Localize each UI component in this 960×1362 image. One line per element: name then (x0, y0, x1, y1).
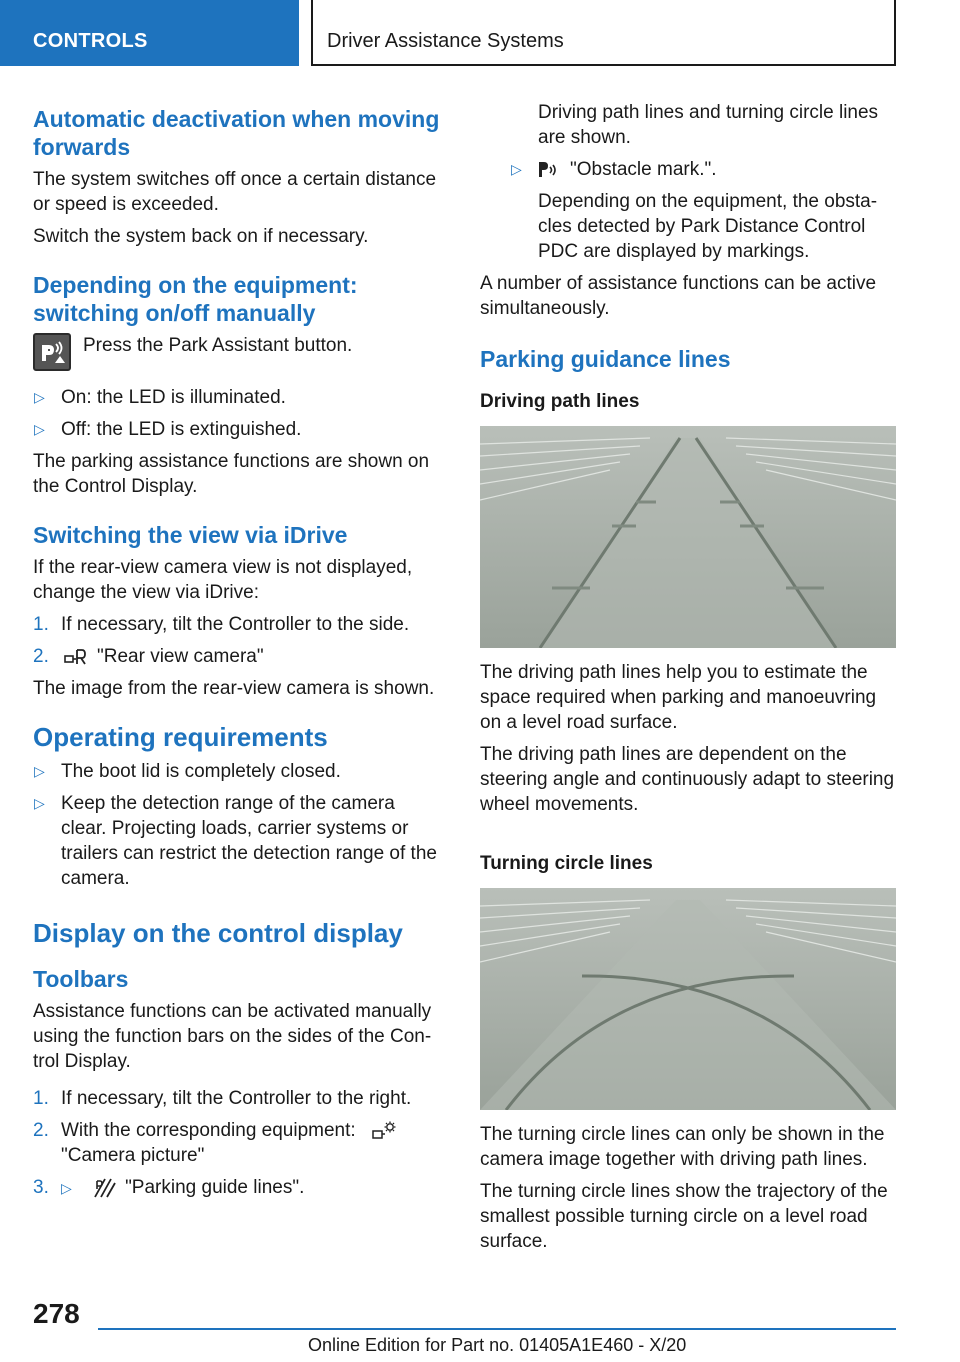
paragraph: Depending on the equipment, the obstacles detected by Park Distance Control PDC are displayed by markings. (538, 191, 878, 262)
page-header (0, 0, 960, 66)
list-item: 2. With the corresponding equipment: "Camera picture" (33, 1118, 445, 1168)
list-item: 1. If necessary, tilt the Controller to the right. (33, 1088, 412, 1109)
triangle-bullet-icon: ▷ (34, 421, 45, 437)
list-item: 2. "Rear view camera" (33, 646, 264, 667)
heading-toolbars: Toolbars (33, 966, 129, 992)
paragraph: The driving path lines help you to estimate the space required when parking and manoeuvring on a level road surface. (480, 662, 877, 733)
section-title: CONTROLS (33, 30, 148, 52)
paragraph: If the rear-view camera view is not displayed, change the view via iDrive: (33, 557, 413, 603)
chapter-tab (311, 0, 896, 66)
heading-manual-switch: Depending on the equipment: switching on/off manually (33, 272, 358, 326)
heading-turning-circle: Turning circle lines (480, 853, 653, 874)
paragraph: A number of assistance functions can be active simultaneously. (480, 273, 877, 319)
footer-divider (98, 1328, 896, 1330)
right-column (480, 100, 896, 1261)
list-item: ▷ On: the LED is illuminated. (34, 387, 286, 408)
paragraph: The turning circle lines can only be shown in the camera image together with driving path lines. (480, 1124, 885, 1170)
heading-switch-view: Switching the view via iDrive (33, 522, 348, 548)
press-button-line (33, 333, 445, 371)
list-item: ▷ "Obstacle mark.". (511, 159, 717, 180)
paragraph: The system switches off once a certain distance or speed is exceeded. (33, 169, 437, 215)
obstacle-mark-icon (536, 159, 562, 181)
paragraph: The parking assistance functions are shown on the Control Display. (33, 451, 430, 497)
triangle-bullet-icon: ▷ (511, 161, 522, 177)
rear-camera-icon (63, 646, 89, 668)
list-item: ▷ Keep the detection range of the camera clear. Projecting loads, carrier systems or trailers can restrict the detection range of the camera. (34, 793, 437, 889)
chapter-title: Driver Assistance Systems (327, 30, 564, 52)
driving-path-lines-image (480, 426, 896, 648)
left-column (33, 100, 445, 1208)
footer-edition: Online Edition for Part no. 01405A1E460 - X/20 (308, 1335, 687, 1355)
list-item: 1. If necessary, tilt the Controller to the side. (33, 614, 410, 635)
list-item: 3. ▷ "Parking guide lines". (33, 1177, 305, 1198)
park-assistant-button-icon (33, 333, 71, 371)
heading-operating-requirements: Operating requirements (33, 722, 328, 752)
triangle-bullet-icon: ▷ (34, 763, 45, 779)
camera-picture-icon (371, 1120, 397, 1142)
triangle-bullet-icon: ▷ (34, 795, 45, 811)
paragraph: Driving path lines and turning circle lines are shown. (538, 102, 879, 148)
press-text: Press the Park Assistant button. (83, 335, 353, 356)
list-item: ▷ The boot lid is completely closed. (34, 761, 341, 782)
page-number: 278 (33, 1298, 80, 1329)
paragraph: The turning circle lines show the trajectory of the smallest possible turning circle on a level road surface. (480, 1181, 888, 1252)
list-item: ▷ Off: the LED is extinguished. (34, 419, 302, 440)
heading-parking-guidance: Parking guidance lines (480, 346, 731, 372)
paragraph: The image from the rear-view camera is shown. (33, 678, 435, 699)
heading-driving-path: Driving path lines (480, 391, 640, 412)
triangle-bullet-icon: ▷ (61, 1180, 72, 1196)
section-tab (0, 0, 299, 66)
heading-display: Display on the control display (33, 918, 403, 948)
heading-auto-deactivation: Automatic deactivation when moving forwards (33, 106, 440, 160)
paragraph: Assistance functions can be activated manually using the function bars on the sides of the Control Display. (33, 1001, 432, 1072)
triangle-bullet-icon: ▷ (34, 389, 45, 405)
paragraph: The driving path lines are dependent on the steering angle and continuously adapt to steering wheel movements. (480, 744, 895, 815)
parking-guide-lines-icon (91, 1177, 117, 1199)
paragraph: Switch the system back on if necessary. (33, 226, 369, 247)
turning-circle-lines-image (480, 888, 896, 1110)
